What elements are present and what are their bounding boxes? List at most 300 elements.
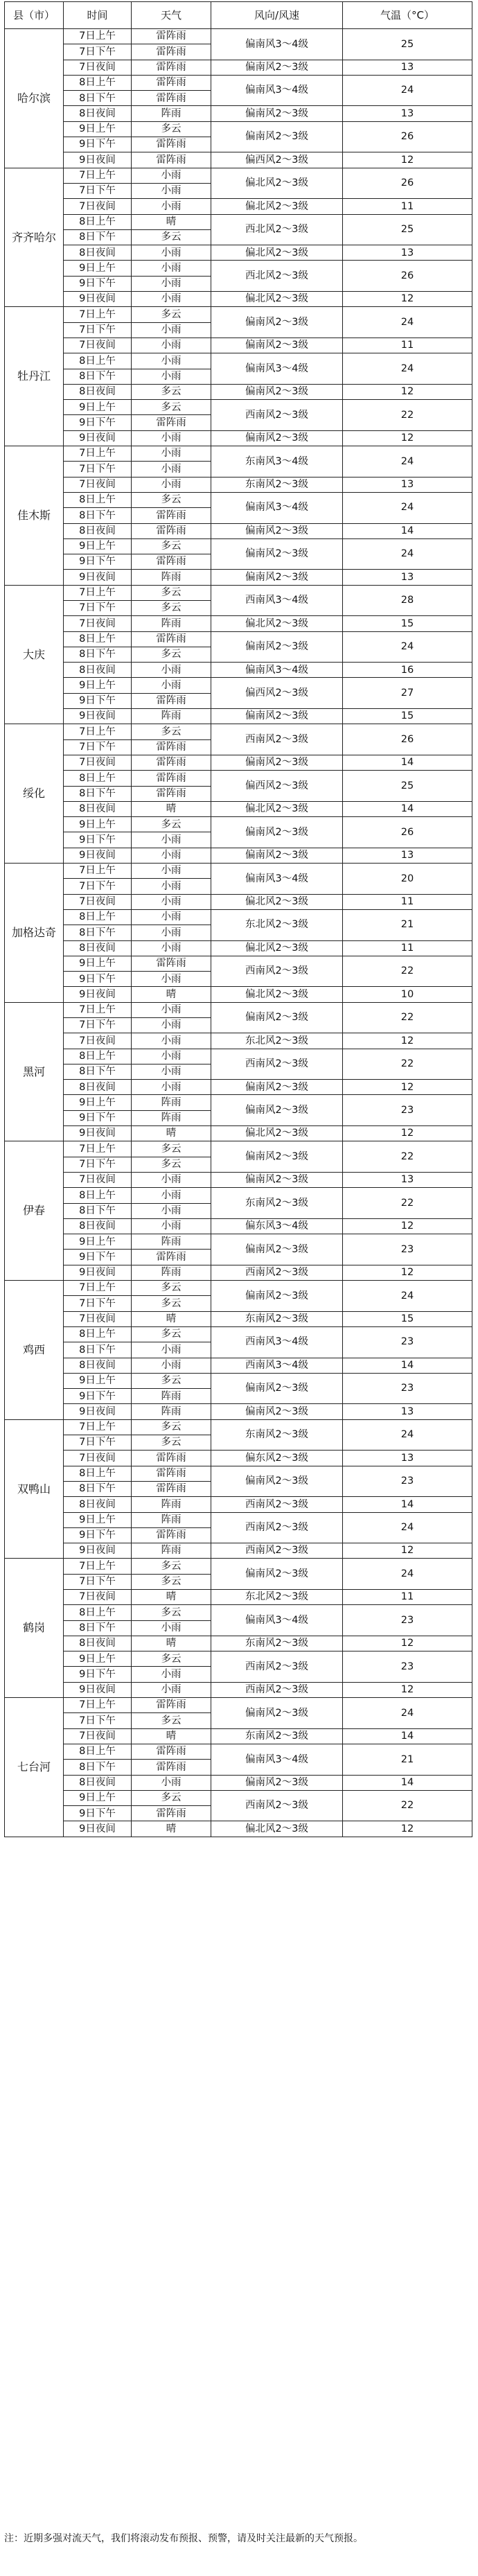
time-cell: 9日上午 — [64, 538, 132, 554]
table-row — [5, 430, 472, 446]
time-cell: 8日下午 — [64, 369, 132, 384]
weather-cell: 小雨 — [132, 276, 211, 291]
weather-cell: 雷阵雨 — [132, 44, 211, 60]
wind-cell: 偏南风3～4级 — [211, 492, 343, 523]
temp-cell: 24 — [343, 75, 472, 106]
table-row — [5, 353, 472, 369]
table-row — [5, 75, 472, 90]
time-cell: 9日夜间 — [64, 1682, 132, 1697]
table-row — [5, 106, 472, 121]
wind-cell: 偏南风2～3级 — [211, 1559, 343, 1590]
weather-cell: 小雨 — [132, 1358, 211, 1373]
table-row — [5, 245, 472, 261]
time-cell: 8日上午 — [64, 631, 132, 647]
wind-cell: 偏南风3～4级 — [211, 1744, 343, 1775]
temp-cell: 13 — [343, 1172, 472, 1187]
time-cell: 9日下午 — [64, 554, 132, 570]
table-row — [5, 1605, 472, 1620]
temp-cell: 15 — [343, 616, 472, 631]
weather-cell: 小雨 — [132, 462, 211, 477]
temp-cell: 22 — [343, 1188, 472, 1219]
temp-cell: 24 — [343, 1281, 472, 1312]
time-cell: 8日下午 — [64, 786, 132, 801]
temp-cell: 13 — [343, 1404, 472, 1419]
time-cell: 8日下午 — [64, 229, 132, 245]
weather-cell: 多云 — [132, 724, 211, 739]
weather-cell: 雷阵雨 — [132, 1250, 211, 1265]
wind-cell: 偏南风3～4级 — [211, 353, 343, 385]
time-cell: 9日下午 — [64, 693, 132, 708]
time-cell: 7日夜间 — [64, 755, 132, 770]
wind-cell: 偏西风2～3级 — [211, 678, 343, 709]
time-cell: 9日上午 — [64, 1234, 132, 1250]
wind-cell: 西北风2～3级 — [211, 214, 343, 245]
weather-cell: 晴 — [132, 1636, 211, 1651]
city-name: 鹤岗 — [5, 1559, 64, 1698]
temp-cell: 15 — [343, 709, 472, 724]
wind-cell: 东北风2～3级 — [211, 909, 343, 940]
table-row — [5, 538, 472, 554]
wind-cell: 偏北风2～3级 — [211, 245, 343, 261]
time-cell: 9日上午 — [64, 261, 132, 276]
wind-cell: 西南风2～3级 — [211, 1651, 343, 1683]
table-row — [5, 1728, 472, 1744]
temp-cell: 14 — [343, 1497, 472, 1512]
weather-cell: 小雨 — [132, 1342, 211, 1358]
wind-cell: 偏南风2～3级 — [211, 1095, 343, 1126]
weather-cell: 阵雨 — [132, 1543, 211, 1559]
table-row — [5, 121, 472, 137]
temp-cell: 24 — [343, 631, 472, 663]
city-name: 双鸭山 — [5, 1419, 64, 1559]
time-cell: 7日夜间 — [64, 1728, 132, 1744]
temp-cell: 12 — [343, 1218, 472, 1234]
weather-cell: 小雨 — [132, 183, 211, 198]
time-cell: 7日下午 — [64, 462, 132, 477]
table-row — [5, 1080, 472, 1095]
temp-cell: 23 — [343, 1234, 472, 1265]
weather-cell: 小雨 — [132, 1064, 211, 1079]
wind-cell: 偏南风2～3级 — [211, 570, 343, 585]
time-cell: 9日下午 — [64, 1110, 132, 1125]
weather-cell: 阵雨 — [132, 1110, 211, 1125]
temp-cell: 28 — [343, 585, 472, 616]
time-cell: 9日下午 — [64, 415, 132, 430]
weather-cell: 雷阵雨 — [132, 554, 211, 570]
wind-cell: 西南风2～3级 — [211, 1512, 343, 1543]
weather-cell: 小雨 — [132, 369, 211, 384]
time-cell: 8日上午 — [64, 492, 132, 507]
table-row — [5, 678, 472, 693]
time-cell: 7日上午 — [64, 168, 132, 183]
temp-cell: 13 — [343, 1451, 472, 1466]
table-row — [5, 152, 472, 168]
wind-cell: 偏南风2～3级 — [211, 817, 343, 848]
time-cell: 9日下午 — [64, 1250, 132, 1265]
wind-cell: 偏南风2～3级 — [211, 1466, 343, 1497]
wind-cell: 偏北风2～3级 — [211, 940, 343, 956]
temp-cell: 22 — [343, 1002, 472, 1033]
temp-cell: 24 — [343, 307, 472, 338]
weather-cell: 小雨 — [132, 1620, 211, 1636]
table-row — [5, 894, 472, 909]
wind-cell: 西南风3～4级 — [211, 585, 343, 616]
table-row — [5, 60, 472, 75]
weather-cell: 小雨 — [132, 1667, 211, 1682]
weather-cell: 多云 — [132, 1373, 211, 1388]
wind-cell: 偏南风3～4级 — [211, 75, 343, 106]
table-row — [5, 909, 472, 925]
table-row — [5, 1589, 472, 1604]
time-cell: 7日夜间 — [64, 199, 132, 214]
weather-cell: 多云 — [132, 538, 211, 554]
weather-cell: 小雨 — [132, 832, 211, 848]
wind-cell: 西南风2～3级 — [211, 1790, 343, 1821]
table-row — [5, 987, 472, 1002]
temp-cell: 12 — [343, 1543, 472, 1559]
weather-cell: 晴 — [132, 987, 211, 1002]
table-row — [5, 400, 472, 415]
temp-cell: 13 — [343, 570, 472, 585]
wind-cell: 偏南风3～4级 — [211, 864, 343, 895]
time-cell: 8日上午 — [64, 771, 132, 786]
temp-cell: 25 — [343, 214, 472, 245]
time-cell: 8日上午 — [64, 909, 132, 925]
wind-cell: 偏南风2～3级 — [211, 121, 343, 152]
weather-cell: 小雨 — [132, 477, 211, 492]
wind-cell: 东南风2～3级 — [211, 1311, 343, 1326]
time-cell: 8日上午 — [64, 1605, 132, 1620]
weather-cell: 晴 — [132, 1589, 211, 1604]
temp-cell: 24 — [343, 1698, 472, 1729]
weather-cell: 小雨 — [132, 446, 211, 462]
time-cell: 9日下午 — [64, 1527, 132, 1543]
temp-cell: 14 — [343, 801, 472, 816]
time-cell: 7日下午 — [64, 183, 132, 198]
time-cell: 9日下午 — [64, 1667, 132, 1682]
wind-cell: 东北风2～3级 — [211, 1033, 343, 1049]
time-cell: 9日上午 — [64, 1790, 132, 1805]
time-cell: 8日夜间 — [64, 523, 132, 538]
time-cell: 7日下午 — [64, 1296, 132, 1311]
city-name: 齐齐哈尔 — [5, 168, 64, 307]
time-cell: 7日夜间 — [64, 1033, 132, 1049]
time-cell: 8日夜间 — [64, 245, 132, 261]
wind-cell: 偏南风2～3级 — [211, 1080, 343, 1095]
city-name: 鸡西 — [5, 1281, 64, 1420]
time-cell: 9日上午 — [64, 1651, 132, 1667]
temp-cell: 15 — [343, 1311, 472, 1326]
weather-cell: 小雨 — [132, 1080, 211, 1095]
table-row — [5, 1234, 472, 1250]
time-cell: 7日上午 — [64, 1698, 132, 1713]
table-row — [5, 307, 472, 322]
table-row — [5, 1033, 472, 1049]
wind-cell: 偏南风2～3级 — [211, 709, 343, 724]
weather-cell: 晴 — [132, 1126, 211, 1141]
time-cell: 7日上午 — [64, 585, 132, 600]
temp-cell: 25 — [343, 29, 472, 60]
table-row — [5, 631, 472, 647]
time-cell: 7日上午 — [64, 1419, 132, 1435]
table-row — [5, 168, 472, 183]
wind-cell: 偏东风2～3级 — [211, 1451, 343, 1466]
temp-cell: 22 — [343, 1790, 472, 1821]
table-row — [5, 801, 472, 816]
header-row — [5, 2, 472, 29]
time-cell: 8日夜间 — [64, 1218, 132, 1234]
weather-cell: 小雨 — [132, 1218, 211, 1234]
weather-cell: 阵雨 — [132, 106, 211, 121]
time-cell: 7日夜间 — [64, 477, 132, 492]
time-cell: 7日上午 — [64, 724, 132, 739]
temp-cell: 26 — [343, 724, 472, 755]
temp-cell: 11 — [343, 1589, 472, 1604]
time-cell: 7日夜间 — [64, 1589, 132, 1604]
temp-cell: 14 — [343, 523, 472, 538]
weather-cell: 雷阵雨 — [132, 739, 211, 755]
city-name: 大庆 — [5, 585, 64, 724]
time-cell: 8日夜间 — [64, 1080, 132, 1095]
time-cell: 9日上午 — [64, 121, 132, 137]
weather-cell: 阵雨 — [132, 709, 211, 724]
weather-cell: 多云 — [132, 1141, 211, 1157]
wind-cell: 偏南风2～3级 — [211, 1141, 343, 1173]
time-cell: 9日夜间 — [64, 848, 132, 863]
table-row — [5, 724, 472, 739]
temp-cell: 11 — [343, 894, 472, 909]
time-cell: 9日下午 — [64, 972, 132, 987]
temp-cell: 12 — [343, 1265, 472, 1280]
temp-cell: 12 — [343, 384, 472, 399]
weather-cell: 雷阵雨 — [132, 956, 211, 971]
temp-cell: 13 — [343, 245, 472, 261]
weather-cell: 小雨 — [132, 848, 211, 863]
time-cell: 7日下午 — [64, 1018, 132, 1033]
temp-cell: 10 — [343, 987, 472, 1002]
time-cell: 8日夜间 — [64, 1636, 132, 1651]
wind-cell: 东南风2～3级 — [211, 1419, 343, 1451]
temp-cell: 22 — [343, 1049, 472, 1080]
weather-cell: 多云 — [132, 585, 211, 600]
wind-cell: 西南风2～3级 — [211, 400, 343, 431]
time-cell: 8日夜间 — [64, 106, 132, 121]
temp-cell: 24 — [343, 538, 472, 570]
time-cell: 9日下午 — [64, 1806, 132, 1821]
time-cell: 8日夜间 — [64, 1775, 132, 1790]
table-row — [5, 1821, 472, 1837]
weather-cell: 小雨 — [132, 1172, 211, 1187]
weather-cell: 小雨 — [132, 1775, 211, 1790]
time-cell: 7日下午 — [64, 600, 132, 615]
table-row — [5, 616, 472, 631]
time-cell: 9日夜间 — [64, 152, 132, 168]
time-cell: 8日下午 — [64, 508, 132, 523]
table-row — [5, 1373, 472, 1388]
temp-cell: 11 — [343, 199, 472, 214]
table-row — [5, 585, 472, 600]
time-cell: 9日上午 — [64, 817, 132, 832]
time-cell: 9日下午 — [64, 137, 132, 152]
weather-cell: 小雨 — [132, 894, 211, 909]
temp-cell: 14 — [343, 1728, 472, 1744]
time-cell: 7日夜间 — [64, 1311, 132, 1326]
temp-cell: 26 — [343, 168, 472, 199]
weather-cell: 雷阵雨 — [132, 1466, 211, 1481]
table-row — [5, 956, 472, 971]
time-cell: 8日夜间 — [64, 801, 132, 816]
table-row — [5, 1095, 472, 1110]
time-cell: 8日下午 — [64, 91, 132, 106]
weather-cell: 小雨 — [132, 322, 211, 338]
wind-cell: 西南风2～3级 — [211, 1682, 343, 1697]
weather-cell: 雷阵雨 — [132, 152, 211, 168]
time-cell: 9日上午 — [64, 956, 132, 971]
time-cell: 8日夜间 — [64, 1497, 132, 1512]
table-row — [5, 1358, 472, 1373]
city-name: 牡丹江 — [5, 307, 64, 446]
time-cell: 8日下午 — [64, 647, 132, 662]
table-row — [5, 1775, 472, 1790]
temp-cell: 22 — [343, 400, 472, 431]
temp-cell: 12 — [343, 1033, 472, 1049]
wind-cell: 偏南风2～3级 — [211, 430, 343, 446]
table-row — [5, 1636, 472, 1651]
forecast-table — [4, 1, 472, 1837]
table-row — [5, 663, 472, 678]
time-cell: 7日下午 — [64, 44, 132, 60]
time-cell: 9日上午 — [64, 1095, 132, 1110]
weather-cell: 雷阵雨 — [132, 1744, 211, 1759]
temp-cell: 25 — [343, 771, 472, 802]
wind-cell: 偏南风2～3级 — [211, 1172, 343, 1187]
weather-cell: 小雨 — [132, 972, 211, 987]
wind-cell: 偏南风2～3级 — [211, 523, 343, 538]
temp-cell: 24 — [343, 1512, 472, 1543]
wind-cell: 偏南风2～3级 — [211, 538, 343, 570]
weather-cell: 多云 — [132, 1651, 211, 1667]
table-row — [5, 384, 472, 399]
wind-cell: 东南风2～3级 — [211, 477, 343, 492]
weather-cell: 多云 — [132, 121, 211, 137]
temp-cell: 24 — [343, 446, 472, 477]
time-cell: 7日上午 — [64, 29, 132, 44]
header-wind: 风向/风速 — [211, 2, 343, 29]
table-row — [5, 199, 472, 214]
wind-cell: 西北风2～3级 — [211, 261, 343, 292]
wind-cell: 东南风3～4级 — [211, 446, 343, 477]
time-cell: 9日夜间 — [64, 430, 132, 446]
time-cell: 8日下午 — [64, 1620, 132, 1636]
weather-cell: 晴 — [132, 801, 211, 816]
weather-cell: 晴 — [132, 1821, 211, 1837]
table-row — [5, 1698, 472, 1713]
weather-cell: 小雨 — [132, 663, 211, 678]
city-name: 绥化 — [5, 724, 64, 864]
weather-cell: 雷阵雨 — [132, 1806, 211, 1821]
weather-cell: 雷阵雨 — [132, 631, 211, 647]
time-cell: 7日下午 — [64, 1713, 132, 1728]
table-row — [5, 709, 472, 724]
weather-cell: 多云 — [132, 1605, 211, 1620]
weather-cell: 小雨 — [132, 925, 211, 940]
wind-cell: 偏北风2～3级 — [211, 894, 343, 909]
time-cell: 9日下午 — [64, 276, 132, 291]
time-cell: 8日下午 — [64, 1064, 132, 1079]
weather-cell: 晴 — [132, 1311, 211, 1326]
temp-cell: 26 — [343, 261, 472, 292]
city-name: 哈尔滨 — [5, 29, 64, 168]
wind-cell: 西南风2～3级 — [211, 1049, 343, 1080]
wind-cell: 西南风3～4级 — [211, 1358, 343, 1373]
table-row — [5, 1744, 472, 1759]
weather-cell: 雷阵雨 — [132, 91, 211, 106]
table-row — [5, 1404, 472, 1419]
weather-cell: 雷阵雨 — [132, 523, 211, 538]
weather-cell: 小雨 — [132, 261, 211, 276]
table-row — [5, 1419, 472, 1435]
time-cell: 7日上午 — [64, 1141, 132, 1157]
table-row — [5, 477, 472, 492]
wind-cell: 偏北风2～3级 — [211, 199, 343, 214]
weather-cell: 多云 — [132, 229, 211, 245]
time-cell: 8日夜间 — [64, 663, 132, 678]
time-cell: 8日上午 — [64, 1188, 132, 1203]
weather-cell: 小雨 — [132, 909, 211, 925]
wind-cell: 偏西风2～3级 — [211, 152, 343, 168]
time-cell: 7日上午 — [64, 307, 132, 322]
wind-cell: 偏南风2～3级 — [211, 631, 343, 663]
time-cell: 9日夜间 — [64, 570, 132, 585]
header-weather: 天气 — [132, 2, 211, 29]
time-cell: 8日下午 — [64, 1342, 132, 1358]
time-cell: 7日下午 — [64, 1574, 132, 1589]
weather-cell: 雷阵雨 — [132, 415, 211, 430]
weather-cell: 多云 — [132, 492, 211, 507]
wind-cell: 偏北风2～3级 — [211, 1126, 343, 1141]
weather-cell: 雷阵雨 — [132, 693, 211, 708]
weather-cell: 雷阵雨 — [132, 29, 211, 44]
city-name: 七台河 — [5, 1698, 64, 1837]
temp-cell: 27 — [343, 678, 472, 709]
weather-cell: 阵雨 — [132, 1404, 211, 1419]
time-cell: 7日下午 — [64, 879, 132, 894]
table-row — [5, 492, 472, 507]
weather-cell: 阵雨 — [132, 616, 211, 631]
table-row — [5, 1451, 472, 1466]
weather-cell: 阵雨 — [132, 1389, 211, 1404]
time-cell: 8日夜间 — [64, 940, 132, 956]
table-row — [5, 1126, 472, 1141]
weather-cell: 雷阵雨 — [132, 786, 211, 801]
wind-cell: 偏北风2～3级 — [211, 801, 343, 816]
wind-cell: 西南风2～3级 — [211, 1497, 343, 1512]
weather-cell: 雷阵雨 — [132, 1451, 211, 1466]
wind-cell: 偏南风3～4级 — [211, 1605, 343, 1636]
table-row — [5, 1559, 472, 1574]
temp-cell: 26 — [343, 121, 472, 152]
weather-cell: 小雨 — [132, 338, 211, 353]
table-row — [5, 940, 472, 956]
city-name: 加格达奇 — [5, 864, 64, 1003]
temp-cell: 16 — [343, 663, 472, 678]
temp-cell: 24 — [343, 492, 472, 523]
table-row — [5, 1682, 472, 1697]
wind-cell: 偏南风2～3级 — [211, 1775, 343, 1790]
time-cell: 7日下午 — [64, 1435, 132, 1451]
table-row — [5, 1188, 472, 1203]
weather-cell: 多云 — [132, 400, 211, 415]
